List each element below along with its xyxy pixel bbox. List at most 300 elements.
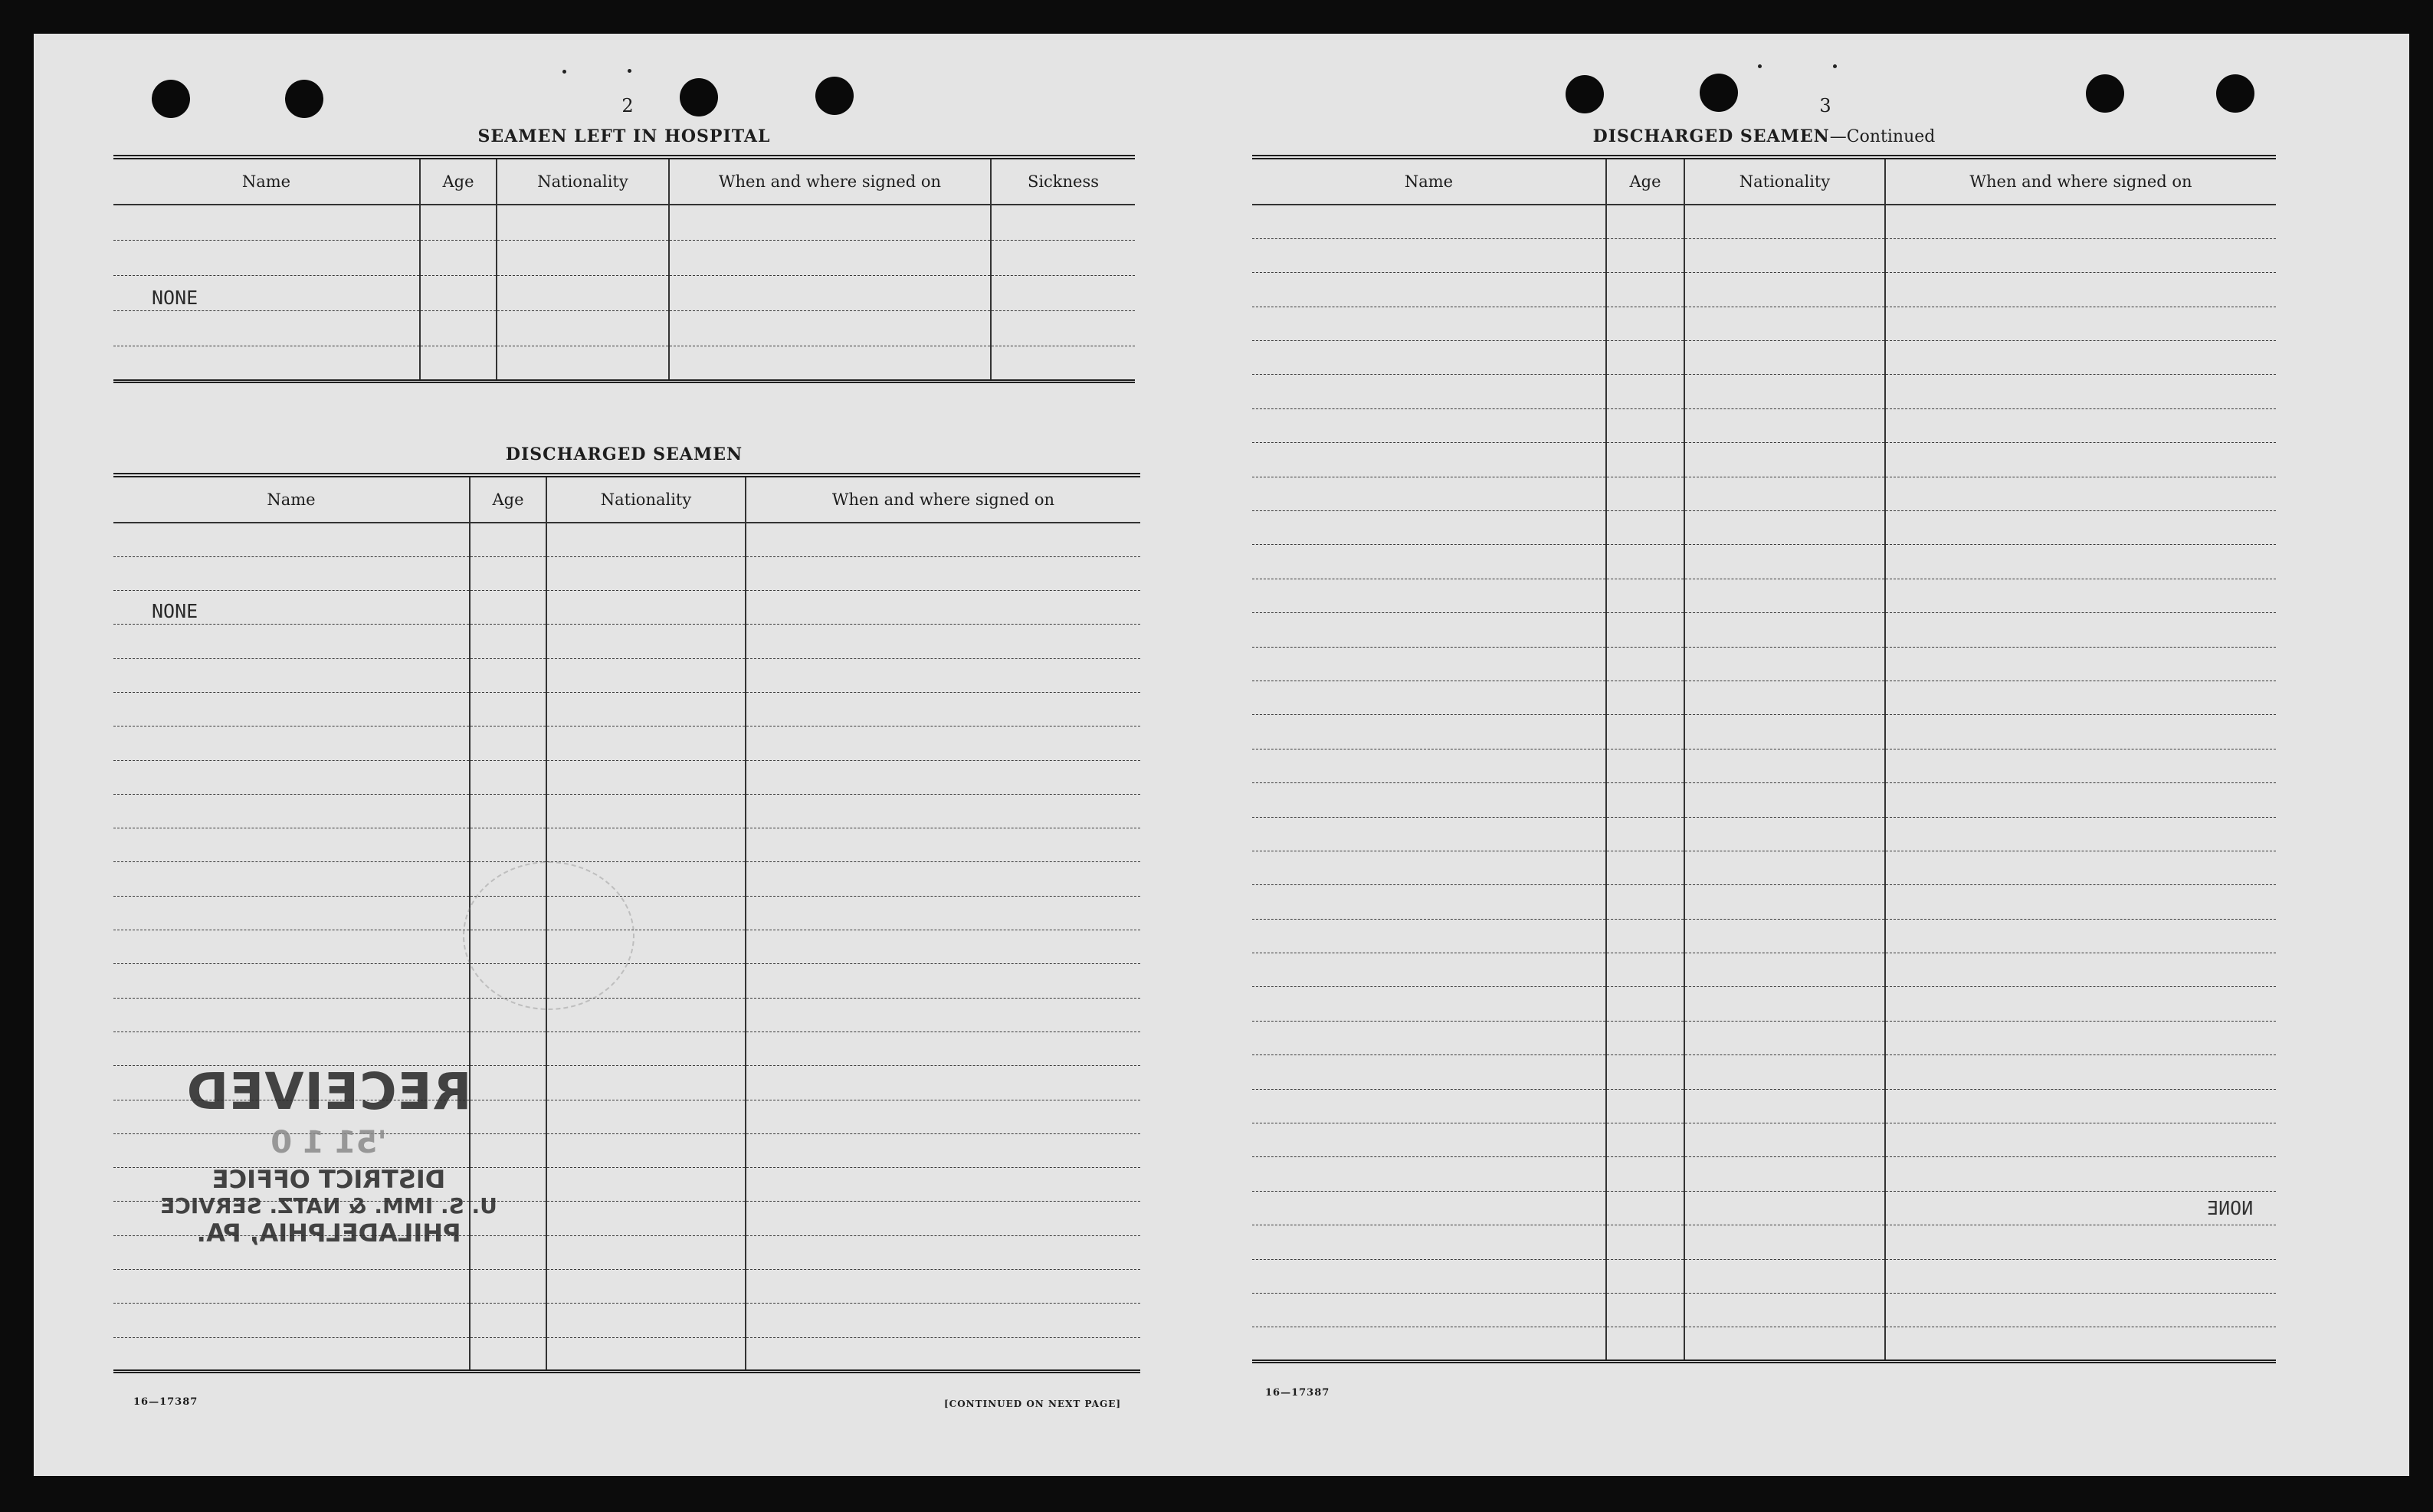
- table-cell: [113, 658, 470, 692]
- column-header-name: Name: [113, 475, 470, 523]
- table-cell: [1885, 987, 2276, 1021]
- column-header-nationality: Nationality: [546, 475, 746, 523]
- table-cell: [1252, 681, 1606, 714]
- table-cell: [1606, 647, 1684, 681]
- table-cell: [746, 998, 1140, 1032]
- table-row: [113, 964, 1140, 998]
- table-row: [1252, 443, 2276, 477]
- table-cell: [746, 1032, 1140, 1065]
- table-cell: [746, 726, 1140, 760]
- table-cell: [1252, 1123, 1606, 1157]
- table-cell: [746, 828, 1140, 862]
- table-cell: [113, 523, 470, 556]
- table-cell: [1885, 579, 2276, 612]
- table-row: [1252, 579, 2276, 612]
- table-header-row: [1252, 157, 2276, 205]
- table-cell: [1684, 1225, 1885, 1259]
- table-cell: [1684, 681, 1885, 714]
- table-cell: [113, 828, 470, 862]
- table-cell: [746, 930, 1140, 964]
- table-row: [1252, 1327, 2276, 1361]
- table-cell: [1684, 647, 1885, 681]
- table-cell: [1252, 443, 1606, 477]
- table-cell: [1885, 443, 2276, 477]
- table-cell: [1606, 477, 1684, 510]
- table-cell: [746, 1337, 1140, 1371]
- table-cell: [1252, 1089, 1606, 1123]
- table-row: [1252, 1055, 2276, 1089]
- table-cell: [546, 1202, 746, 1235]
- table-cell: [546, 828, 746, 862]
- mirrored-none-entry: NONE: [2207, 1197, 2254, 1219]
- table-cell: [1606, 341, 1684, 375]
- table-cell: [1252, 238, 1606, 272]
- table-cell: [1606, 1089, 1684, 1123]
- table-cell: [746, 964, 1140, 998]
- table-cell: [1684, 749, 1885, 782]
- table-cell: [470, 523, 546, 556]
- table-cell: [1684, 1055, 1885, 1089]
- table-row: [113, 625, 1140, 658]
- table-cell: [746, 591, 1140, 625]
- table-row: [113, 1337, 1140, 1371]
- table-cell: [113, 964, 470, 998]
- table-cell: [1252, 851, 1606, 884]
- table-cell: [546, 1304, 746, 1337]
- table-cell: [1684, 1294, 1885, 1327]
- table-cell: [1252, 205, 1606, 238]
- table-cell: [546, 625, 746, 658]
- stamp-city: PHILADELPHIA, PA.: [196, 1218, 461, 1248]
- table-cell: [1885, 375, 2276, 408]
- column-header-name: Name: [1252, 157, 1606, 205]
- document-sheet: [34, 34, 2409, 1476]
- table-cell: [1684, 511, 1885, 545]
- table-cell: [1684, 341, 1885, 375]
- table-cell: [1684, 443, 1885, 477]
- table-cell: [470, 1337, 546, 1371]
- table-cell: [1606, 681, 1684, 714]
- table-cell: [113, 591, 470, 625]
- table-cell: [1252, 1157, 1606, 1191]
- table-cell: [546, 1032, 746, 1065]
- table-cell: [1684, 919, 1885, 953]
- table-cell: [546, 1235, 746, 1269]
- column-header-name: Name: [113, 157, 420, 205]
- table-cell: [746, 1235, 1140, 1269]
- table-cell: [1606, 205, 1684, 238]
- table-cell: [1252, 647, 1606, 681]
- table-row: [1252, 1191, 2276, 1225]
- table-cell: [546, 726, 746, 760]
- table-cell: [1885, 817, 2276, 851]
- table-cell: [1606, 613, 1684, 647]
- table-cell: [546, 1168, 746, 1202]
- table-cell: [546, 1270, 746, 1304]
- table-cell: [746, 1066, 1140, 1100]
- hospital-table: [113, 155, 1135, 383]
- table-cell: [470, 658, 546, 692]
- table-row: [1252, 1225, 2276, 1259]
- table-row: [1252, 307, 2276, 340]
- table-cell: [470, 726, 546, 760]
- table-cell: [113, 556, 470, 590]
- table-cell: [1885, 681, 2276, 714]
- table-row: [1252, 1259, 2276, 1293]
- table-cell: [1606, 273, 1684, 307]
- table-cell: [546, 1066, 746, 1100]
- table-cell: [1606, 579, 1684, 612]
- table-cell: [546, 523, 746, 556]
- table-cell: [1606, 885, 1684, 919]
- table-cell: [1252, 1259, 1606, 1293]
- table-cell: [1885, 307, 2276, 340]
- table-cell: [1684, 885, 1885, 919]
- table-cell: [746, 760, 1140, 794]
- table-row: [113, 794, 1140, 828]
- table-cell: [746, 1202, 1140, 1235]
- table-cell: [1684, 1327, 1885, 1361]
- table-cell: [1684, 1259, 1885, 1293]
- table-row: [1252, 749, 2276, 782]
- table-row: [1252, 851, 2276, 884]
- stamp-date: '51 1 0: [271, 1125, 387, 1160]
- table-row: [1252, 205, 2276, 238]
- column-header-nationality: Nationality: [497, 157, 669, 205]
- table-cell: [1885, 647, 2276, 681]
- table-cell: [113, 794, 470, 828]
- column-header-age: Age: [1606, 157, 1684, 205]
- table-row: [1252, 647, 2276, 681]
- table-row: [1252, 953, 2276, 987]
- discharged-section-title: DISCHARGED SEAMEN: [505, 444, 743, 464]
- table-cell: [1252, 273, 1606, 307]
- table-cell: [1885, 1055, 2276, 1089]
- table-cell: [1684, 1191, 1885, 1225]
- table-cell: [1684, 1021, 1885, 1054]
- table-cell: [1684, 1157, 1885, 1191]
- table-cell: [1252, 953, 1606, 987]
- table-cell: [113, 760, 470, 794]
- table-header-row: [113, 475, 1140, 523]
- right-page: [1244, 34, 2348, 1476]
- table-cell: [746, 556, 1140, 590]
- table-row: [113, 1032, 1140, 1065]
- table-row: [1252, 885, 2276, 919]
- table-cell: [470, 625, 546, 658]
- table-row: [113, 346, 1135, 381]
- table-cell: [1606, 545, 1684, 579]
- table-cell: [1606, 817, 1684, 851]
- table-cell: [746, 1168, 1140, 1202]
- table-cell: [1885, 1327, 2276, 1361]
- table-cell: [746, 1304, 1140, 1337]
- table-row: [113, 240, 1135, 275]
- table-cell: [1885, 749, 2276, 782]
- table-cell: [470, 556, 546, 590]
- table-row: [1252, 987, 2276, 1021]
- left-page: [34, 34, 1137, 1476]
- table-row: [113, 310, 1135, 346]
- faint-stamp-bleed: [463, 861, 634, 1010]
- table-row: [1252, 511, 2276, 545]
- table-cell: [1684, 1089, 1885, 1123]
- table-cell: [546, 692, 746, 726]
- column-header-signed-on: When and where signed on: [746, 475, 1140, 523]
- table-cell: [746, 896, 1140, 930]
- table-cell: [1885, 1157, 2276, 1191]
- table-cell: [1252, 511, 1606, 545]
- table-cell: [1606, 1021, 1684, 1054]
- table-cell: [1606, 851, 1684, 884]
- table-cell: [1885, 1089, 2276, 1123]
- table-cell: [113, 1337, 470, 1371]
- table-cell: [1606, 715, 1684, 749]
- column-header-signed-on: When and where signed on: [1885, 157, 2276, 205]
- table-cell: [1885, 511, 2276, 545]
- continued-note: [CONTINUED ON NEXT PAGE]: [944, 1399, 1122, 1409]
- table-cell: [546, 760, 746, 794]
- table-cell: [1252, 341, 1606, 375]
- table-cell: [746, 658, 1140, 692]
- table-cell: [746, 1100, 1140, 1133]
- table-cell: [1606, 375, 1684, 408]
- table-cell: [1252, 579, 1606, 612]
- column-header-age: Age: [470, 475, 546, 523]
- table-cell: [470, 760, 546, 794]
- discharged-continued-title: [1252, 126, 2276, 146]
- table-cell: [1606, 1055, 1684, 1089]
- column-header-nationality: Nationality: [1684, 157, 1885, 205]
- table-row: [113, 591, 1140, 625]
- table-cell: [1606, 443, 1684, 477]
- table-cell: [1606, 511, 1684, 545]
- table-row: [1252, 1294, 2276, 1327]
- table-cell: [1252, 408, 1606, 442]
- table-cell: [1885, 783, 2276, 817]
- table-header-row: [113, 157, 1135, 205]
- table-cell: [1606, 1294, 1684, 1327]
- table-row: [1252, 477, 2276, 510]
- table-cell: [1606, 1327, 1684, 1361]
- table-row: [1252, 715, 2276, 749]
- entry-none: NONE: [152, 600, 198, 623]
- table-cell: [746, 692, 1140, 726]
- table-cell: [1684, 613, 1885, 647]
- table-row: [113, 726, 1140, 760]
- table-row: [1252, 545, 2276, 579]
- table-row: [1252, 1123, 2276, 1157]
- table-row: [1252, 273, 2276, 307]
- table-cell: [1252, 1294, 1606, 1327]
- form-code: 16—17387: [1265, 1387, 1330, 1399]
- table-cell: [1252, 1225, 1606, 1259]
- table-row: [1252, 1089, 2276, 1123]
- page-number: 2: [621, 95, 634, 116]
- table-cell: [1606, 238, 1684, 272]
- table-cell: [1252, 613, 1606, 647]
- table-cell: [470, 828, 546, 862]
- table-cell: [113, 625, 470, 658]
- table-cell: [470, 692, 546, 726]
- title-continued: —Continued: [1829, 127, 1936, 146]
- table-cell: [1252, 545, 1606, 579]
- table-cell: [1684, 783, 1885, 817]
- table-cell: [1252, 375, 1606, 408]
- entry-none: NONE: [152, 286, 198, 309]
- column-header-age: Age: [420, 157, 497, 205]
- table-cell: [546, 794, 746, 828]
- table-cell: [546, 1133, 746, 1167]
- table-cell: [1684, 408, 1885, 442]
- table-cell: [1684, 375, 1885, 408]
- table-cell: [1684, 715, 1885, 749]
- table-row: [113, 692, 1140, 726]
- table-row: [1252, 1157, 2276, 1191]
- table-cell: [1885, 545, 2276, 579]
- table-row: [113, 275, 1135, 310]
- table-cell: [1885, 851, 2276, 884]
- table-row: [1252, 681, 2276, 714]
- table-cell: [1252, 1055, 1606, 1089]
- table-cell: [1252, 987, 1606, 1021]
- table-row: [1252, 817, 2276, 851]
- table-cell: [1684, 238, 1885, 272]
- table-row: [113, 205, 1135, 240]
- table-cell: [113, 998, 470, 1032]
- table-cell: [1885, 1123, 2276, 1157]
- table-cell: [1252, 783, 1606, 817]
- table-cell: [1252, 307, 1606, 340]
- table-cell: [470, 591, 546, 625]
- table-cell: [1606, 1157, 1684, 1191]
- hospital-section-title: SEAMEN LEFT IN HOSPITAL: [477, 126, 771, 146]
- table-cell: [113, 896, 470, 930]
- table-cell: [113, 726, 470, 760]
- table-cell: [1684, 273, 1885, 307]
- table-row: [1252, 613, 2276, 647]
- table-cell: [113, 930, 470, 964]
- table-cell: [1252, 885, 1606, 919]
- table-row: [113, 523, 1140, 556]
- table-cell: [1684, 307, 1885, 340]
- table-cell: [1606, 408, 1684, 442]
- table-cell: [1885, 1259, 2276, 1293]
- page-number: 3: [1819, 95, 1831, 116]
- table-cell: [1885, 1294, 2276, 1327]
- table-cell: [1684, 205, 1885, 238]
- table-cell: [1885, 919, 2276, 953]
- table-row: [1252, 408, 2276, 442]
- table-cell: [746, 862, 1140, 896]
- table-cell: [470, 794, 546, 828]
- table-cell: [1684, 851, 1885, 884]
- table-row: [113, 760, 1140, 794]
- table-row: [1252, 919, 2276, 953]
- column-header-sickness: Sickness: [991, 157, 1135, 205]
- table-cell: [1606, 307, 1684, 340]
- table-row: [113, 862, 1140, 896]
- form-code: 16—17387: [133, 1396, 198, 1408]
- table-cell: [546, 1337, 746, 1371]
- table-cell: [1606, 1225, 1684, 1259]
- table-cell: [1606, 1191, 1684, 1225]
- table-cell: [1684, 579, 1885, 612]
- table-cell: [1885, 341, 2276, 375]
- table-cell: [746, 794, 1140, 828]
- table-cell: [746, 1133, 1140, 1167]
- table-row: [113, 998, 1140, 1032]
- received-stamp: [149, 1064, 509, 1310]
- table-row: [113, 828, 1140, 862]
- table-cell: [746, 1270, 1140, 1304]
- table-cell: [1684, 953, 1885, 987]
- table-row: [113, 556, 1140, 590]
- table-cell: [1885, 477, 2276, 510]
- table-cell: [1252, 1021, 1606, 1054]
- table-row: [1252, 783, 2276, 817]
- table-cell: [1684, 477, 1885, 510]
- table-cell: [1684, 545, 1885, 579]
- table-row: [1252, 341, 2276, 375]
- table-cell: [546, 556, 746, 590]
- table-cell: [546, 1100, 746, 1133]
- table-cell: [113, 1032, 470, 1065]
- table-cell: [1252, 715, 1606, 749]
- table-cell: [1606, 1259, 1684, 1293]
- column-header-signed-on: When and where signed on: [669, 157, 991, 205]
- stamp-office: DISTRICT OFFICE: [211, 1165, 446, 1194]
- table-cell: [1684, 987, 1885, 1021]
- table-cell: [546, 658, 746, 692]
- table-cell: [1606, 1123, 1684, 1157]
- table-cell: [1606, 987, 1684, 1021]
- table-row: [1252, 238, 2276, 272]
- stamp-service: U. S. IMM. & NATZ. SERVICE: [160, 1193, 497, 1218]
- table-cell: [1885, 715, 2276, 749]
- table-cell: [546, 591, 746, 625]
- table-cell: [1684, 1123, 1885, 1157]
- table-cell: [1252, 817, 1606, 851]
- table-cell: [1606, 953, 1684, 987]
- table-cell: [1252, 477, 1606, 510]
- table-cell: [1885, 1021, 2276, 1054]
- table-cell: [1684, 817, 1885, 851]
- table-row: [1252, 375, 2276, 408]
- table-row: [1252, 1021, 2276, 1054]
- stamp-received: RECEIVED: [185, 1062, 472, 1121]
- table-cell: [1252, 1327, 1606, 1361]
- table-cell: [1885, 953, 2276, 987]
- title-text: DISCHARGED SEAMEN: [1592, 126, 1830, 146]
- table-cell: [113, 862, 470, 896]
- table-cell: [1885, 1225, 2276, 1259]
- table-cell: [1252, 919, 1606, 953]
- table-cell: [1885, 613, 2276, 647]
- table-cell: [1252, 1191, 1606, 1225]
- table-cell: [1606, 749, 1684, 782]
- table-cell: [1885, 238, 2276, 272]
- table-row: [113, 658, 1140, 692]
- table-cell: [1885, 273, 2276, 307]
- table-cell: [746, 523, 1140, 556]
- table-cell: [1885, 885, 2276, 919]
- table-cell: [113, 692, 470, 726]
- table-cell: [746, 625, 1140, 658]
- table-cell: [470, 1032, 546, 1065]
- discharged-continued-table: [1252, 155, 2276, 1363]
- table-cell: [1606, 919, 1684, 953]
